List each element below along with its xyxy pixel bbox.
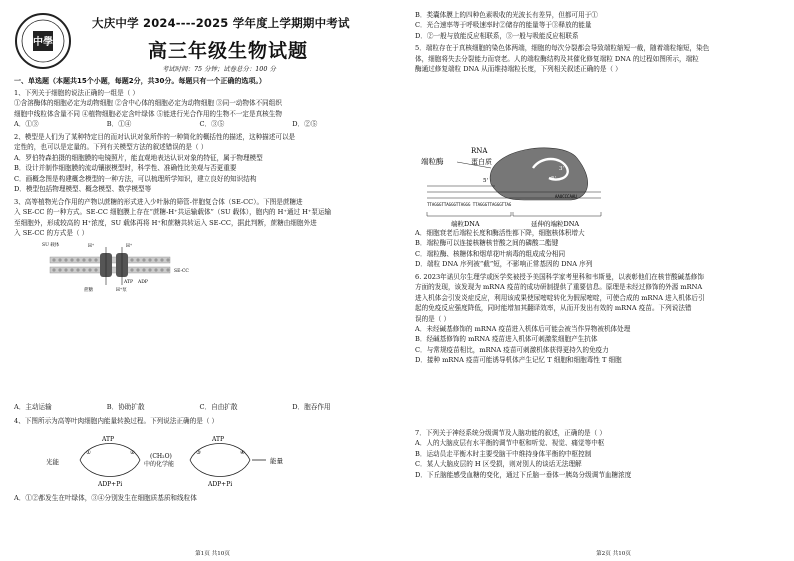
q6-line2: 方面的发现，该发现为 mRNA 疫苗的成功研制提供了重要信息。原理是未经过修饰的外源 mRNA (415, 283, 703, 292)
q5-option-b[interactable]: B．端粒酶可以连接核糖核苷酸之间的磷酸二酯键 (415, 239, 559, 248)
q5-option-c[interactable]: C．端粒酶、核糖体和烟草花叶病毒的组成成分相同 (415, 249, 566, 258)
fig5-enzyme: 端粒酶 (421, 157, 444, 166)
q4-option-c[interactable]: C．光合速率等于呼吸速率时②储存的能量等于③释放的能量 (415, 21, 592, 30)
fig5-protein: 蛋白质 (471, 158, 492, 166)
q2-option-d[interactable]: D．模型包括物理模型、概念模型、数学模型等 (14, 185, 152, 194)
q3-line2: 入 SE-CC 的一种方式。SE-CC 细胞膜上存在“蔗糖-H⁺共运输载体”（SU 载体），胞内的 H⁺通过 H⁺泵运输 (14, 208, 332, 217)
q6-line5: 误的是（ ） (415, 314, 451, 323)
q1-option-d[interactable]: D．②⑤ (292, 120, 318, 129)
fig5-rna: RNA (471, 147, 488, 155)
fig5-5prime-a: 5' (483, 178, 489, 184)
q2-option-a[interactable]: A．罗伯特森拍摄的细胞膜的电镜照片，能直观地表达认识对象的特征，属于物理模型 (14, 153, 263, 162)
fig3-su-label: SU 载体 (42, 243, 60, 248)
fig4-n3: ③ (196, 450, 201, 456)
q5-option-a[interactable]: A．细胞衰老后端粒长度和酶活性都下降，细胞核体积增大 (415, 229, 585, 237)
q5-line3: 酶通过修复端粒 DNA 从而维持端粒长度，下列相关叙述正确的是（ ） (415, 65, 622, 74)
fig3-sucrose-label: 蔗糖 (84, 288, 93, 293)
fig5-telomere-dna: 端粒DNA (451, 220, 480, 228)
q6-option-c[interactable]: C．与常规疫苗相比，mRNA 疫苗可刺激机体获得更持久的免疫力 (415, 345, 609, 354)
q4-option-a[interactable]: A．①②都发生在叶绿体，③④分别发生在细胞质基质和线粒体 (14, 494, 197, 502)
footer-right: 第2页 共10页 (596, 551, 631, 557)
q3-line3: 至细胞外，形成较高的 H⁺浓度，SU 载体再将 H⁺和蔗糖共转运入 SE-CC，据此判断，蔗糖由细胞外进 (14, 218, 317, 227)
q5-option-d[interactable]: D．端粒 DNA 序列被“截”短，不影响正常基因的 DNA 序列 (415, 260, 593, 269)
school-logo (14, 12, 72, 70)
q6-option-a[interactable]: A．未经碱基修饰的 mRNA 疫苗进入机体后可能会被当作异物被机体处理 (415, 325, 631, 334)
q4-option-a-wrap (14, 493, 385, 503)
q3-option-c[interactable]: C．自由扩散 (199, 403, 238, 411)
fig4-atp1: ATP (102, 436, 115, 443)
fig3-adp-label: ADP (138, 280, 148, 285)
q4-stem: 4、下图所示为高等叶肉细胞内能量转换过程。下列说法正确的是（ ） (14, 417, 219, 425)
fig5-5prime-b: 5' (551, 176, 557, 182)
page-title: 高三年级生物试题 (148, 40, 309, 62)
q5-telomerase-figure (421, 138, 621, 230)
q7-stem: 7．下列关于神经系统分级调节及人脑功能的叙述，正确的是（ ） (415, 429, 606, 437)
fig4-light: 光能 (46, 458, 59, 466)
q6-line4: 起的免疫反应强度降低，同时能增加其翻译效率，从而开发出有效的 mRNA 疫苗。下列说法错 (415, 304, 692, 313)
q2-option-c[interactable]: C．画概念图是构建概念模型的一种方法，可以梳理所学知识，建立良好的知识结构 (14, 174, 257, 183)
q6-option-d[interactable]: D．接种 mRNA 疫苗可能诱导机体产生记忆 T 细胞和细胞毒性 T 细胞 (415, 356, 622, 365)
q7-option-b[interactable]: B．运动员走平衡木时主要受脑干中维持身体平衡的中枢控制 (415, 449, 592, 458)
fig5-seq1: TTAGGGTTAGGGTTAGGG TTAGGGTTAGGGTTAG (427, 202, 512, 207)
q1-option-c[interactable]: C．③⑤ (199, 120, 225, 129)
question-3 (14, 197, 385, 239)
fig3-pump-label: H⁺泵 (116, 288, 127, 293)
q3-option-b[interactable]: B．协助扩散 (106, 403, 145, 411)
question-6 (415, 272, 782, 366)
q7-option-a[interactable]: A．人的大脑皮层有水平衡的调节中枢和听觉、视觉、痛觉等中枢 (415, 439, 605, 448)
footer-left: 第1页 共10页 (195, 551, 230, 557)
q1-options (14, 119, 385, 129)
question-7 (415, 428, 782, 480)
school-exam-title: 大庆中学 2024----2025 学年度上学期期中考试 (92, 16, 350, 30)
q3-line4: 入 SE-CC 的方式是（ ） (14, 229, 89, 238)
question-1 (14, 88, 385, 130)
q2-line1: 2、模型是人们为了某种特定目的而对认识对象所作的一种简化的概括性的描述，这种描述可以是 (14, 133, 296, 141)
fig5-3prime: 3' (559, 166, 565, 172)
fig4-adp2: ADP+Pi (208, 481, 233, 488)
question-4 (14, 416, 385, 426)
q4-option-d[interactable]: D．②一般与放能反应相联系，③一般与吸能反应相联系 (415, 31, 579, 40)
q3-option-a[interactable]: A．主动运输 (14, 403, 52, 411)
logo-text: 中學 (33, 37, 53, 48)
q4-option-b[interactable]: B．类囊体膜上的四种色素吸收的光波长有差异，但都可用于① (415, 11, 598, 19)
fig4-energy: 能量 (270, 457, 283, 465)
q3-membrane-figure (40, 239, 200, 295)
fig3-atp-label: ATP (124, 280, 134, 285)
q3-options (14, 402, 385, 412)
q7-option-d[interactable]: D．下丘脑能感受血糖的变化，通过下丘脑一垂体一胰岛分级调节血糖浓度 (415, 470, 632, 479)
fig4-n4: ④ (240, 450, 245, 456)
fig4-ch2o: (CH₂O) (150, 453, 172, 460)
fig3-h-label-top2: H⁺ (126, 244, 133, 249)
exam-meta: 考试时间：75 分钟；试卷总分：100 分 (162, 65, 276, 73)
fig4-atp2: ATP (212, 436, 225, 443)
q2-option-b[interactable]: B．设计并制作细胞膜的流动镶嵌模型时，科学性、准确性比美观与否更重要 (14, 164, 237, 173)
q1-stem: 1、下列关于细胞的说法正确的一组是（ ） (14, 89, 139, 97)
fig4-n2: ② (130, 450, 135, 456)
right-page (397, 0, 794, 561)
q4-energy-figure (40, 432, 300, 490)
q3-option-d[interactable]: D．胞吞作用 (292, 403, 331, 411)
section-heading: 一、单选题（本题共15个小题，每题2分，共30分。每题只有一个正确的选项。） (14, 77, 266, 85)
fig4-chem: 中的化学能 (144, 461, 175, 468)
q6-line3: 进入机体会引发炎症反应，利用该成果使尿嘧啶转化为假尿嘧啶，可使合成的 mRNA 进入机体后引 (415, 293, 705, 302)
q5-line2: 体，细胞将失去分裂能力而衰老。人的端粒酶结构及其催化修复端粒 DNA 的过程如图所示，端粒 (415, 54, 699, 63)
fig5-seq2: AAUCCCAAU (555, 194, 577, 199)
q5-line1: 5．端粒存在于真核细胞的染色体两端，细胞的每次分裂都会导致端粒缩短一截，随着端粒缩短，染色 (415, 44, 710, 53)
q2-line2: 定性的，也可以是定量的。下列有关模型方法的叙述错误的是（ ） (14, 143, 208, 152)
fig3-h-label-top: H⁺ (88, 244, 95, 249)
q6-option-b[interactable]: B．经碱基修饰的 mRNA 疫苗进入机体可刺激浆细胞产生抗体 (415, 335, 598, 344)
right-top-block (415, 10, 782, 74)
q3-line1: 3、高等植物光合作用的产物以蔗糖的形式进入少叶脉的筛管-伴胞复合体（SE-CC）。下图是蔗糖进 (14, 198, 303, 206)
fig4-adp1: ADP+Pi (98, 481, 123, 488)
q1-option-a[interactable]: A．①③ (14, 120, 39, 129)
q7-option-c[interactable]: C．某人大脑皮层的 H 区受损，则对别人的谈话无法理解 (415, 460, 582, 469)
q1-line1: ①含溶酶体的细胞必定为动物细胞 ②含中心体的细胞必定为动物细胞 ③同一动物体不同组织 (14, 99, 282, 108)
q5-options (415, 228, 782, 270)
question-2 (14, 132, 385, 194)
q1-line2: 细胞中线粒体含量不同 ④植物细胞必定含叶绿体 ⑤能进行光合作用的生物不一定是真核生物 (14, 109, 282, 118)
q1-option-b[interactable]: B．①④ (106, 120, 132, 129)
fig4-n1: ① (86, 450, 91, 456)
fig3-secc-label: SE-CC (174, 269, 189, 274)
q6-line1: 6. 2023年诺贝尔生理学或医学奖被授予美国科学家考里科和韦斯曼，以表彰他们在核苷酸碱基修饰 (415, 273, 704, 281)
fig5-extended-dna: 延伸的端粒DNA (531, 220, 580, 228)
